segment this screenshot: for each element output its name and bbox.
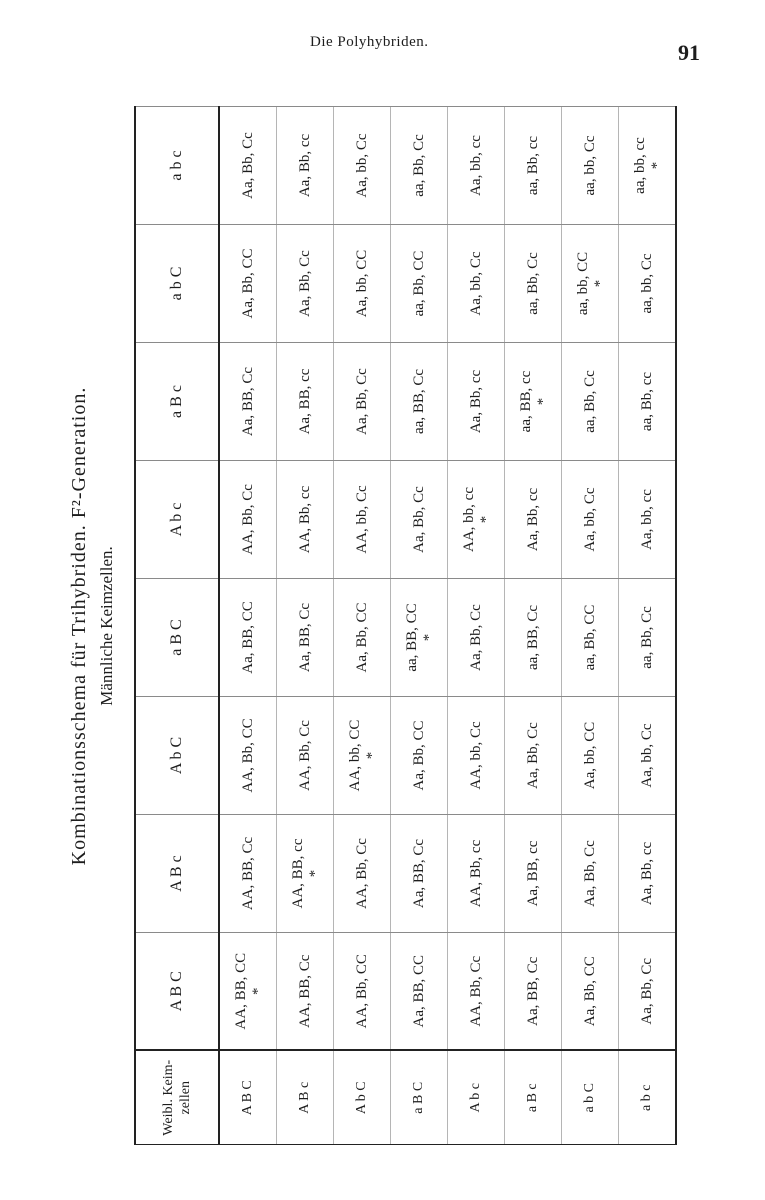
genotype-cell	[219, 107, 277, 225]
genotype-text: AA, BB, Cc	[297, 954, 313, 1028]
genotype-cell	[448, 225, 505, 343]
genotype-cell	[448, 815, 505, 933]
homozygous-star-mark: *	[250, 987, 266, 995]
genotype-cell	[448, 933, 505, 1051]
genotype-cell	[277, 579, 334, 697]
homozygous-star-mark: *	[364, 751, 380, 760]
genotype-text: AA, Bb, CC	[354, 954, 370, 1029]
homozygous-star-mark: *	[421, 633, 437, 642]
column-header: A b C	[135, 697, 219, 815]
genotype-cell	[562, 343, 619, 461]
genotype-cell	[505, 225, 562, 343]
genotype-text: aa, BB, CC	[404, 603, 420, 672]
homozygous-star-mark: *	[535, 397, 551, 406]
genotype-text: aa, Bb, Cc	[639, 606, 655, 669]
header-row	[135, 107, 219, 1145]
genotype-text: aa, Bb, Cc	[411, 134, 427, 197]
genotype-cell	[334, 461, 391, 579]
genotype-cell	[334, 225, 391, 343]
genotype-text: aa, BB, Cc	[411, 369, 427, 434]
genotype-cell	[619, 697, 677, 815]
genotype-cell	[219, 225, 277, 343]
homozygous-star-mark: *	[478, 515, 494, 524]
genotype-text: Aa, BB, CC	[240, 601, 256, 674]
genotype-cell	[562, 225, 619, 343]
table-row	[619, 107, 677, 1145]
genotype-cell	[334, 107, 391, 225]
row-header: A b c	[448, 1051, 505, 1145]
page-number: 91	[678, 40, 700, 65]
column-header: A B c	[135, 815, 219, 933]
genotype-text: AA, BB, cc	[290, 838, 306, 909]
genotype-text: Aa, bb, cc	[639, 489, 655, 550]
genotype-cell	[562, 579, 619, 697]
genotype-text: Aa, bb, Cc	[582, 487, 598, 552]
genotype-text: AA, Bb, CC	[240, 718, 256, 793]
column-header: a B C	[135, 579, 219, 697]
genotype-text: AA, Bb, Cc	[240, 484, 256, 555]
genotype-cell	[505, 933, 562, 1051]
rotated-table-block	[66, 107, 666, 1145]
genotype-cell	[391, 225, 448, 343]
genotype-text: AA, bb, cc	[461, 487, 477, 552]
row-header: a B C	[391, 1051, 448, 1145]
homozygous-star-mark: *	[307, 869, 323, 878]
column-header: a b c	[135, 107, 219, 225]
genotype-text: aa, Bb, Cc	[582, 370, 598, 433]
column-header: A B C	[135, 933, 219, 1051]
genotype-text: Aa, Bb, Cc	[525, 722, 541, 789]
genotype-text: Aa, bb, CC	[582, 721, 598, 790]
genotype-text: aa, bb, cc	[632, 137, 648, 194]
genotype-cell	[334, 697, 391, 815]
genotype-cell	[505, 697, 562, 815]
genotype-text: AA, bb, Cc	[468, 721, 484, 790]
genotype-cell	[391, 933, 448, 1051]
genotype-cell	[448, 579, 505, 697]
table-row	[448, 107, 505, 1145]
column-header: A b c	[135, 461, 219, 579]
genotype-text: Aa, Bb, Cc	[582, 840, 598, 907]
genotype-cell	[334, 933, 391, 1051]
genotype-text: Aa, BB, Cc	[240, 366, 256, 437]
column-header: a b C	[135, 225, 219, 343]
genotype-text: AA, Bb, Cc	[354, 838, 370, 909]
homozygous-star-mark: *	[592, 279, 608, 288]
table-row	[562, 107, 619, 1145]
genotype-cell	[391, 697, 448, 815]
genotype-text: AA, Bb, Cc	[297, 720, 313, 791]
genotype-cell	[619, 815, 677, 933]
row-header: a b C	[562, 1051, 619, 1145]
table-title: Kombinationsschema für Trihybriden. F²-Generation.	[68, 386, 90, 866]
genotype-text: Aa, Bb, Cc	[639, 957, 655, 1025]
genotype-text: Aa, bb, Cc	[468, 251, 484, 316]
genotype-text: Aa, Bb, cc	[525, 487, 541, 552]
genotype-cell	[391, 579, 448, 697]
genotype-cell	[448, 461, 505, 579]
genotype-cell	[277, 697, 334, 815]
genotype-cell	[505, 815, 562, 933]
genotype-cell	[619, 343, 677, 461]
genotype-text: Aa, bb, Cc	[354, 133, 370, 198]
genotype-text: Aa, Bb, CC	[240, 248, 256, 319]
row-header: a b c	[619, 1051, 677, 1145]
genotype-text: aa, bb, CC	[575, 251, 591, 316]
genotype-text: Aa, bb, CC	[354, 249, 370, 318]
genotype-text: aa, bb, Cc	[639, 253, 655, 314]
genotype-text: aa, Bb, CC	[582, 604, 598, 671]
genotype-text: Aa, BB, CC	[411, 955, 427, 1028]
genotype-cell	[448, 343, 505, 461]
genotype-cell	[219, 933, 277, 1051]
table-row	[334, 107, 391, 1145]
genotype-text: Aa, Bb, CC	[354, 602, 370, 673]
genotype-text: Aa, bb, cc	[468, 135, 484, 196]
genotype-text: Aa, BB, Cc	[297, 602, 313, 673]
genotype-text: Aa, Bb, Cc	[468, 604, 484, 671]
genotype-cell	[448, 107, 505, 225]
genotype-text: AA, bb, Cc	[354, 485, 370, 554]
genotype-cell	[219, 461, 277, 579]
genotype-text: AA, Bb, Cc	[468, 955, 484, 1027]
table-subtitle: Männliche Keimzellen.	[97, 546, 116, 706]
genotype-cell	[505, 579, 562, 697]
column-header: a B c	[135, 343, 219, 461]
combination-table	[134, 106, 677, 1145]
genotype-cell	[219, 815, 277, 933]
genotype-text: aa, BB, Cc	[525, 605, 541, 670]
genotype-cell	[277, 107, 334, 225]
genotype-cell	[619, 461, 677, 579]
genotype-cell	[505, 107, 562, 225]
genotype-cell	[334, 815, 391, 933]
row-header: A b C	[334, 1051, 391, 1145]
genotype-cell	[562, 461, 619, 579]
row-header: A B c	[277, 1051, 334, 1145]
genotype-text: Aa, BB, Cc	[525, 956, 541, 1026]
genotype-text: Aa, Bb, cc	[468, 369, 484, 434]
homozygous-star-mark: *	[649, 161, 665, 170]
genotype-text: Aa, Bb, cc	[639, 841, 655, 906]
genotype-text: Aa, Bb, CC	[411, 720, 427, 791]
genotype-cell	[334, 579, 391, 697]
genotype-cell	[562, 107, 619, 225]
genotype-cell	[219, 343, 277, 461]
genotype-cell	[619, 107, 677, 225]
genotype-cell	[391, 107, 448, 225]
genotype-cell	[219, 697, 277, 815]
genotype-cell	[391, 815, 448, 933]
genotype-cell	[334, 343, 391, 461]
genotype-text: aa, Bb, cc	[639, 371, 655, 432]
genotype-text: aa, BB, cc	[518, 370, 534, 433]
genotype-text: AA, Bb, cc	[297, 485, 313, 554]
genotype-cell	[619, 933, 677, 1051]
genotype-cell	[277, 225, 334, 343]
genotype-cell	[391, 461, 448, 579]
genotype-text: Aa, Bb, cc	[297, 133, 313, 198]
genotype-cell	[277, 343, 334, 461]
table-body	[219, 107, 676, 1145]
genotype-text: AA, BB, Cc	[240, 836, 256, 911]
genotype-cell	[505, 343, 562, 461]
genotype-cell	[277, 933, 334, 1051]
genotype-text: aa, Bb, Cc	[525, 252, 541, 315]
genotype-text: Aa, Bb, Cc	[297, 250, 313, 317]
running-head: Die Polyhybriden.	[310, 34, 429, 50]
genotype-text: Aa, BB, cc	[297, 368, 313, 435]
genotype-text: aa, Bb, cc	[525, 135, 541, 196]
genotype-text: aa, Bb, CC	[411, 250, 427, 317]
genotype-cell	[277, 815, 334, 933]
table-row	[391, 107, 448, 1145]
genotype-cell	[619, 579, 677, 697]
genotype-cell	[619, 225, 677, 343]
genotype-cell	[448, 697, 505, 815]
row-header: a B c	[505, 1051, 562, 1145]
genotype-text: AA, BB, CC	[233, 952, 249, 1030]
genotype-cell	[562, 697, 619, 815]
genotype-cell	[391, 343, 448, 461]
genotype-text: aa, bb, Cc	[582, 135, 598, 196]
corner-header: Weibl. Keim-zellen	[135, 1051, 219, 1145]
genotype-text: AA, bb, CC	[347, 719, 363, 792]
genotype-text: Aa, Bb, CC	[582, 956, 598, 1027]
genotype-text: Aa, bb, Cc	[639, 723, 655, 788]
genotype-text: Aa, Bb, Cc	[240, 132, 256, 199]
genotype-cell	[219, 579, 277, 697]
genotype-cell	[277, 461, 334, 579]
genotype-text: Aa, BB, cc	[525, 840, 541, 907]
genotype-cell	[505, 461, 562, 579]
row-header: A B C	[219, 1051, 277, 1145]
genotype-text: Aa, BB, Cc	[411, 838, 427, 909]
table-row	[219, 107, 277, 1145]
genotype-text: Aa, Bb, Cc	[411, 486, 427, 553]
genotype-cell	[562, 815, 619, 933]
table-row	[505, 107, 562, 1145]
genotype-cell	[562, 933, 619, 1051]
genotype-text: AA, Bb, cc	[468, 839, 484, 908]
table-row	[277, 107, 334, 1145]
genotype-text: Aa, Bb, Cc	[354, 368, 370, 435]
